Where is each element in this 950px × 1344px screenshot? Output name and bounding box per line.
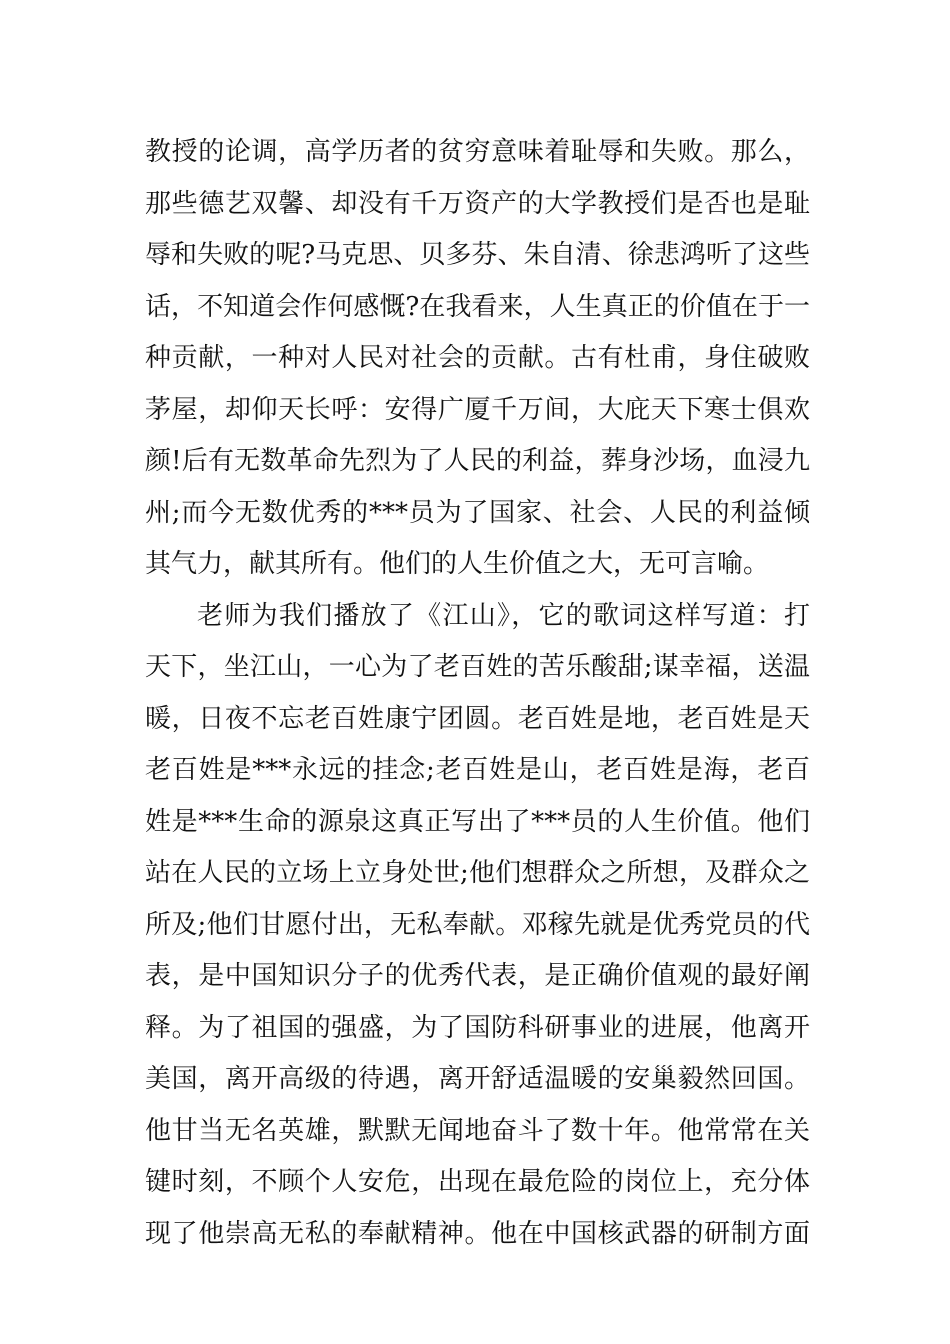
text-line-12: 暖，日夜不忘老百姓康宁团圆。老百姓是地，老百姓是天 bbox=[145, 703, 810, 734]
text-line-9: 其气力，献其所有。他们的人生价值之大，无可言喻。 bbox=[145, 549, 770, 579]
text-line-3: 辱和失败的呢?马克思、贝多芬、朱自清、徐悲鸿听了这些 bbox=[145, 240, 810, 270]
text-line-15: 站在人民的立场上立身处世;他们想群众之所想，及群众之 bbox=[145, 858, 810, 888]
text-line-13: 老百姓是***永远的挂念;老百姓是山，老百姓是海，老百 bbox=[145, 755, 810, 785]
text-line-22: 现了他崇高无私的奉献精神。他在中国核武器的研制方面 bbox=[145, 1218, 810, 1249]
text-line-18: 释。为了祖国的强盛，为了国防科研事业的进展，他离开 bbox=[145, 1012, 810, 1043]
text-line-20: 他甘当无名英雄，默默无闻地奋斗了数十年。他常常在关 bbox=[145, 1115, 810, 1146]
text-line-4: 话，不知道会作何感慨?在我看来，人生真正的价值在于一 bbox=[145, 291, 810, 322]
text-line-8: 州;而今无数优秀的***员为了国家、社会、人民的利益倾 bbox=[145, 497, 810, 528]
text-line-16: 所及;他们甘愿付出，无私奉献。邓稼先就是优秀党员的代 bbox=[145, 909, 810, 940]
text-line-7: 颜!后有无数革命先烈为了人民的利益，葬身沙场，血浸九 bbox=[145, 446, 810, 476]
text-line-19: 美国，离开高级的待遇，离开舒适温暖的安巢毅然回国。 bbox=[145, 1064, 810, 1094]
text-line-10: 老师为我们播放了《江山》，它的歌词这样写道：打 bbox=[197, 600, 810, 631]
text-line-6: 茅屋，却仰天长呼：安得广厦千万间，大庇天下寒士俱欢 bbox=[145, 394, 810, 425]
text-line-21: 键时刻，不顾个人安危，出现在最危险的岗位上，充分体 bbox=[145, 1167, 810, 1197]
body-text bbox=[145, 127, 810, 1260]
text-line-1: 教授的论调，高学历者的贫穷意味着耻辱和失败。那么， bbox=[145, 137, 810, 167]
text-line-17: 表，是中国知识分子的优秀代表，是正确价值观的最好阐 bbox=[145, 961, 810, 991]
text-line-14: 姓是***生命的源泉这真正写出了***员的人生价值。他们 bbox=[145, 806, 810, 837]
text-line-5: 种贡献，一种对人民对社会的贡献。古有杜甫，身住破败 bbox=[145, 343, 810, 373]
text-line-2: 那些德艺双馨、却没有千万资产的大学教授们是否也是耻 bbox=[145, 188, 810, 219]
text-line-11: 天下，坐江山，一心为了老百姓的苦乐酸甜;谋幸福，送温 bbox=[145, 652, 810, 682]
